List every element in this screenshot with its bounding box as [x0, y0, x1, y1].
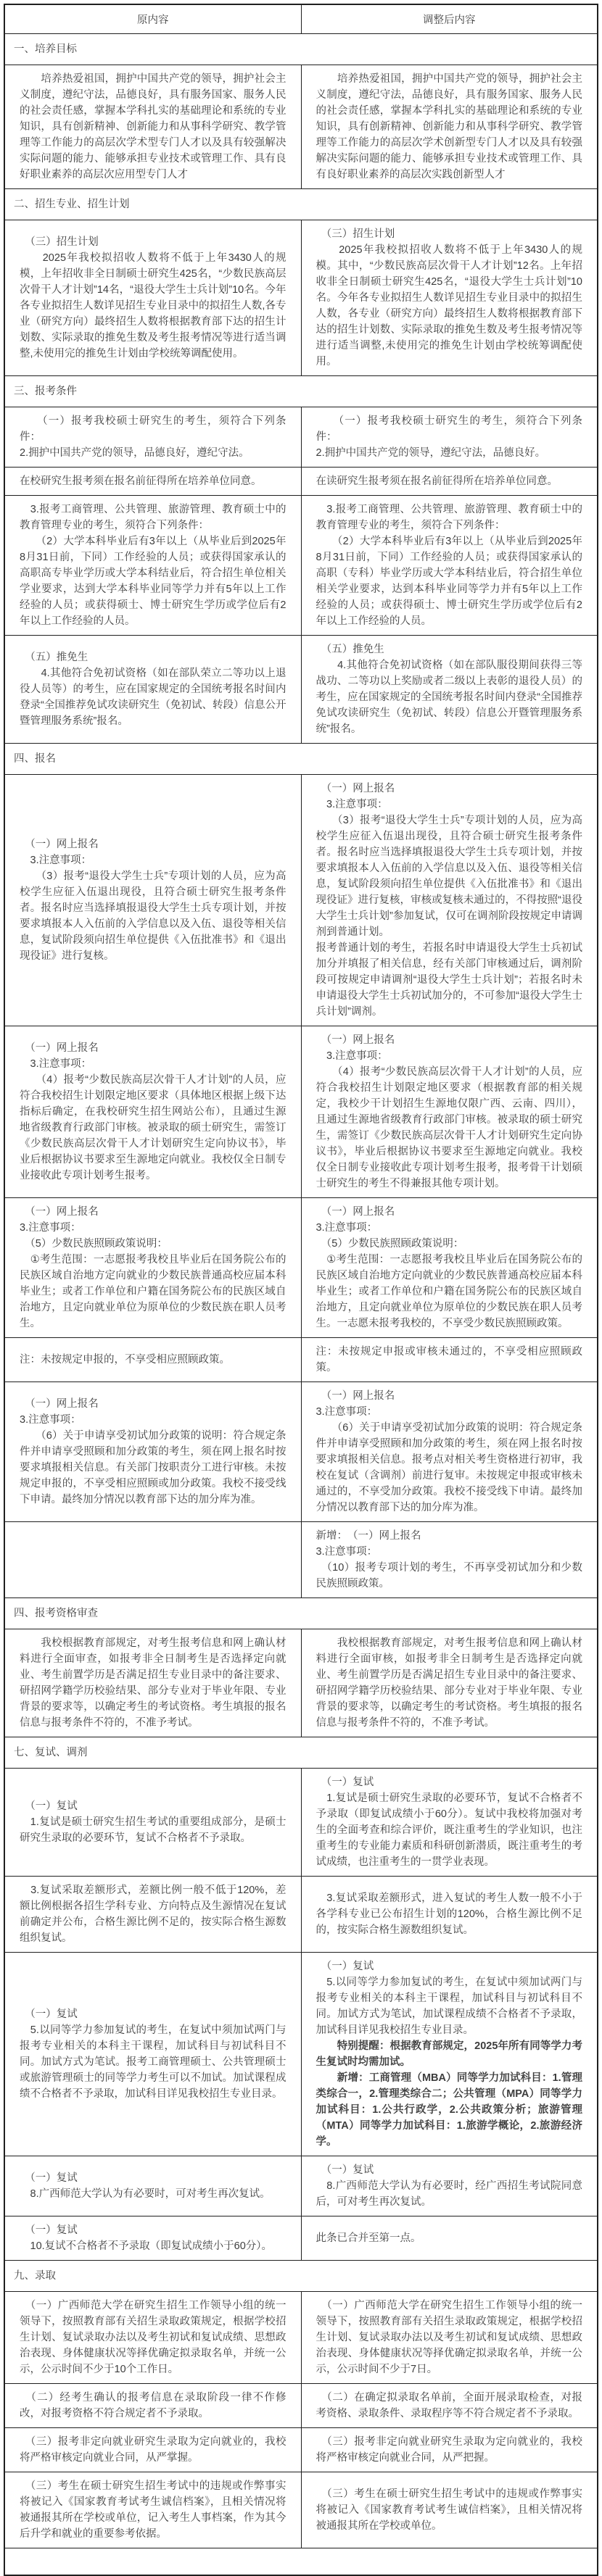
paragraph: 2025年我校拟招收人数将不低于上年3430人的规模，上年招收非全日制硕士研究生425名，“少数民族高层次骨干人才计划”14名，“退役大学生士兵计划”10名。今年各专业拟招生人数详见招生专业目录中的拟招生人数,各专业（研究方向）最终招生人数将根据教育部下达的招生计划数、实际录取的推免生数及考生报考情况等进行适当调整,未使用完的推免生计划由学校统筹调配使用。: [20, 252, 286, 360]
paragraph: （一）网上报名: [316, 783, 395, 794]
adjusted-cell: [301, 407, 598, 468]
paragraph: 新增： （一）网上报名: [316, 1530, 421, 1542]
paragraph: （6）关于申请享受初试加分政策的说明：符合规定条件并申请享受照顾和加分政策的考生，须在网上报名时按要求填报相关信息。有关部门按职责分工进行审核。未按规定申报的，不享受相应照顾或加分政策。我校不接受线下申请。最终加分情况以教育部下达的加分库为准。: [20, 1430, 286, 1505]
content-row: [4, 2428, 598, 2472]
paragraph: 2025年我校拟招收人数将不低于上年3430人的规模。其中，“少数民族高层次骨干人才计划”12名。上年招收非全日制硕士研究生425名，“退役大学生士兵计划”10名。今年各专业拟招生人数详见招生专业目录中的拟招生人数，各专业（研究方向）最终招生人数将根据教育部下达的招生计划数、实际录取的推免生数及考生报考情况等进行适当调整,未使用完的推免生计划由学校统筹调配使用。: [316, 244, 582, 367]
paragraph: （一）网上报名: [316, 1206, 395, 1218]
paragraph: 3.注意事项：: [316, 1222, 378, 1234]
content-row: [4, 2156, 598, 2216]
content-row: [4, 2384, 598, 2428]
paragraph: 2.拥护中国共产党的领导，遵纪守法，品德良好。: [316, 447, 546, 459]
original-cell: [4, 2472, 301, 2548]
paragraph: （一）复试: [316, 1961, 374, 1972]
section-row: [4, 2261, 598, 2292]
paragraph: （三）报考非定向就业研究生录取为定向就业的，我校将严格审核定向就业合同，从严掌握。: [20, 2436, 286, 2464]
adjusted-cell: [301, 2428, 598, 2472]
original-cell: [4, 1953, 301, 2156]
original-cell: [4, 1769, 301, 1877]
paragraph: （三）招生计划: [316, 228, 395, 240]
adjusted-cell: [301, 1382, 598, 1522]
section-row: [4, 189, 598, 220]
paragraph: 5.以同等学力参加复试的考生，在复试中须加试两门与报考专业相关的本科主干课程，加试科目与初试科目不同。加试方式为笔试。报考工商管理硕士、公共管理硕士或旅游管理硕士的同等学力考生可以不加试。加试课程成绩不合格者不予录取，加试科目详见我校招生专业目录。: [20, 2024, 286, 2100]
adjusted-cell: [301, 65, 598, 189]
original-cell: [4, 2384, 301, 2428]
paragraph: （一）广西师范大学在研究生招生工作领导小组的统一领导下，按照教育部有关招生录取政策规定，根据学校招生计划、复试录取办法以及考生初试和复试成绩、思想政治表现、身体健康状况等择优确定拟录取名单，并统一公示，公示时间不少于10个工作日。: [20, 2300, 286, 2375]
original-cell: [4, 1877, 301, 1953]
paragraph: （5）少数民族照顾政策说明：: [316, 1238, 464, 1250]
paragraph: 8.广西师范大学认为有必要时，可对考生再次复试。: [20, 2188, 271, 2200]
paragraph: ①考生范围：一志愿报考我校且毕业后在国务院公布的民族区域自治地方定向就业的少数民族普通高校应届本科毕业生；或者工作单位和户籍在国务院公布的民族区域自治地方，且定向就业单位为原单位的少数民族在职人员考生。一志愿未报考我校的，不享受少数民族照顾政策。: [316, 1254, 582, 1329]
paragraph: 4.其他符合免初试资格（如在部队荣立二等功以上退役人员等）的考生，应在国家规定的全国统考报名时间内登录“全国推荐免试攻读研究生（免初试、转段）信息公开暨管理服务系统”报名。: [20, 668, 286, 727]
paragraph: （二）经考生确认的报考信息在录取阶段一律不作修改，对报考资格不符合规定者不予录取。: [20, 2392, 286, 2419]
adjusted-cell: [301, 1629, 598, 1737]
original-cell: [4, 1198, 301, 1338]
original-cell: [4, 2216, 301, 2261]
paragraph: （4）报考“少数民族高层次骨干人才计划”的人员，应符合我校招生计划限定地区要求（根据教育部的相关规定，我校少干计划招生生源地仅限广西、云南、四川），且通过生源地省级教育行政部门审核。被录取的硕士研究生，需签订《少数民族高层次骨干人才计划研究生定向协议书》，毕业后根据协议书要求至生源地定向就业。我校仅全日制专业接收此专项计划考生报考，报考骨干计划硕士研究生的考生不得兼报其他专项计划。: [316, 1066, 582, 1189]
paragraph: （一）网上报名: [20, 1042, 99, 1054]
paragraph: （一）网上报名: [20, 839, 99, 850]
paragraph: 3.报考工商管理、公共管理、旅游管理、教育硕士中的教育管理专业的考生，须符合下列条件：: [20, 504, 286, 531]
paragraph: 我校根据教育部规定，对考生报考信息和网上确认材料进行全面审查，如报考非全日制考生是否选择定向就业、考生前置学历是否满足招生专业目录中的备注要求、研招网学籍学历校验结果、部分专业对于毕业年限、专业背景的要求等，以确定考生的考试资格。考生填报的报名信息与报考条件不符的，不准予考试。: [20, 1637, 286, 1729]
table-header: [4, 4, 598, 34]
header-adjusted: 调整后内容: [301, 4, 598, 34]
content-row: [4, 1877, 598, 1953]
section-cell: [4, 2548, 598, 2576]
paragraph: 3.注意事项：: [20, 1058, 92, 1070]
paragraph: 注：未按规定申报的，不享受相应照顾政策。: [20, 1354, 230, 1366]
paragraph: 注：未按规定申报或审核未通过的，不享受相应照顾政策。: [316, 1346, 582, 1374]
paragraph: 3.复试采取差额形式，差额比例一般不低于120%，差额比例根据各招生学科专业、方向特点及生源情况在复试前确定并公布，合格生源比例不足的，按实际合格生源数组织复试。: [20, 1885, 286, 1944]
paragraph: 3.注意事项：: [20, 1414, 81, 1426]
paragraph: 我校根据教育部规定，对考生报考信息和网上确认材料进行全面审核，如报考非全日制考生是否选择定向就业、考生前置学历是否满足招生专业目录中的备注要求、研招网学籍学历校验结果、部分专业对于毕业年限、专业背景的要求等，以确定考生的考试资格。考生填报的报名信息与报考条件不符的，不准予考试。: [316, 1637, 582, 1729]
original-cell: [4, 2156, 301, 2216]
original-cell: [4, 220, 301, 376]
paragraph: （5）少数民族照顾政策说明：: [20, 1238, 168, 1250]
paragraph: 2.拥护中国共产党的领导，品德良好，遵纪守法。: [20, 447, 250, 459]
header-row: [4, 4, 598, 34]
original-cell: [4, 496, 301, 636]
original-cell: [4, 1522, 301, 1598]
adjusted-cell: [301, 220, 598, 376]
content-row: [4, 1338, 598, 1382]
paragraph: （4）报考“少数民族高层次骨干人才计划”的人员，应符合我校招生计划限定地区要求（具体地区根据上级下达指标后确定，在我校研究生招生网站公布），且通过生源地省级教育行政部门审核。被录取的硕士研究生，需签订《少数民族高层次骨干人才计划研究生定向协议书》，毕业后根据协议书要求至生源地定向就业。我校仅全日制专业接收此专项计划考生报考。: [20, 1074, 286, 1181]
paragraph: （三）报考非定向就业研究生录取为定向就业的，我校将严格审核定向就业合同，从严把握。: [316, 2436, 582, 2464]
adjusted-cell: [301, 2156, 598, 2216]
section-row: [4, 34, 598, 65]
original-cell: [4, 775, 301, 1026]
adjusted-cell: [301, 1198, 598, 1338]
paragraph: （3）报考“退役大学生士兵”专项计划的人员，应为高校学生应征入伍退出现役，且符合硕士研究生报考条件者。报名时应当选择填报退役大学生士兵专项计划，并按要求填报本人入伍前的入学信息以及入伍、退役等相关信息，复试阶段须向招生单位提供《入伍批准书》和《退出现役证》进行复核，审核或复核未通过的，不得按照“退役大学生士兵计划”参加复试，仅可在调剂阶段按规定申请调剂到普通计划。: [316, 815, 582, 938]
paragraph: （2）大学本科毕业后有3年以上（从毕业后到2025年8月31日前，下同）工作经验的人员；或获得国家承认的高职（专科）毕业学历或大学本科结业后，符合招生单位相关学业要求，达到本科毕业同等学力并有5年以上工作经验的人员；或获得硕士、博士研究生学历或学位后有2年以上工作经验的人员。: [316, 536, 582, 627]
comparison-table: [4, 4, 598, 2576]
content-row: [4, 1953, 598, 2156]
content-row: [4, 1382, 598, 1522]
paragraph: （一）复试: [20, 1800, 78, 1812]
original-cell: [4, 1338, 301, 1382]
paragraph: （10）报考专项计划的考生，不再享受初试加分和少数民族照顾政策。: [316, 1562, 582, 1590]
paragraph: 8.广西师范大学认为有必要时，经广西招生考试院同意后，可对考生再次复试。: [316, 2180, 582, 2208]
paragraph: （一）网上报名: [316, 1390, 395, 1402]
original-cell: [4, 407, 301, 468]
content-row: [4, 1769, 598, 1877]
original-cell: [4, 65, 301, 189]
paragraph: （一）复试: [20, 2008, 78, 2020]
adjusted-cell: [301, 1338, 598, 1382]
paragraph: 3.注意事项：: [20, 1222, 81, 1234]
adjusted-cell: [301, 636, 598, 744]
paragraph: 4.其他符合免初试资格（如在部队服役期间获得三等战功、二等功以上奖励或者二级以上表彰的退役人员）的考生，应在国家规定的全国统考报名时间内登录“全国推荐免试攻读研究生（免初试、转段）信息公开暨管理服务系统”报名。: [316, 660, 582, 735]
paragraph: 3.注意事项：: [316, 1050, 388, 1062]
content-row: [4, 2292, 598, 2384]
section-cell: 二、招生专业、招生计划: [4, 189, 598, 220]
content-row: [4, 2472, 598, 2548]
paragraph: 3.注意事项：: [316, 1406, 378, 1418]
paragraph: 培养热爱祖国，拥护中国共产党的领导，拥护社会主义制度，遵纪守法，品德良好，具有服务国家、服务人民的社会责任感，掌握本学科扎实的基础理论和系统的专业知识，具有创新精神、创新能力和从事科学研究、教学管理等工作能力的高层次学术创新型专门人才以及具有较强解决实际问题的能力、能够承担专业技术或管理工作、具有良好职业素养的高层次实践创新型人才: [316, 73, 582, 180]
original-cell: [4, 1382, 301, 1522]
table-body: [4, 34, 598, 2576]
content-row: [4, 407, 598, 468]
paragraph: 特别提醒：根据教育部规定，2025年所有同等学力考生复试时均需加试。: [316, 2040, 582, 2068]
paragraph: 1.复试是硕士研究生招生考试的重要组成部分，是硕士研究生录取的必要环节，复试不合格者不予录取。: [20, 1816, 286, 1844]
section-cell: 一、培养目标: [4, 34, 598, 65]
adjusted-cell: [301, 468, 598, 496]
original-cell: [4, 1026, 301, 1198]
section-row: [4, 1737, 598, 1769]
adjusted-cell: [301, 1769, 598, 1877]
paragraph: （一）复试: [316, 2164, 374, 2176]
section-cell: 七、复试、调剂: [4, 1737, 598, 1769]
paragraph: 5.以同等学力参加复试的考生，在复试中须加试两门与报考专业相关的本科主干课程，加试科目与初试科目不同。加试方式为笔试，加试课程成绩不合格者不予录取，加试科目详见我校招生专业目录。: [316, 1977, 582, 2036]
adjusted-cell: [301, 496, 598, 636]
paragraph: ①考生范围：一志愿报考我校且毕业后在国务院公布的民族区域自治地方定向就业的少数民族普通高校应届本科毕业生；或者工作单位和户籍在国务院公布的民族区域自治地方，且定向就业单位为原单位的少数民族在职人员考生。: [20, 1254, 286, 1329]
content-row: [4, 65, 598, 189]
content-row: [4, 1522, 598, 1598]
original-cell: [4, 2428, 301, 2472]
section-cell: 四、报名: [4, 744, 598, 775]
content-row: [4, 2216, 598, 2261]
section-row: [4, 376, 598, 407]
paragraph: 报考普通计划的考生，若报名时申请退役大学生士兵初试加分并填报了相关信息，经有关部门审核通过后，调剂阶段可按规定申请调剂“退役大学生士兵计划”；若报名时未申请退役大学生士兵初试加分的，不可参加“退役大学生士兵计划”调剂。: [316, 942, 582, 1018]
content-row: [4, 220, 598, 376]
adjusted-cell: [301, 2384, 598, 2428]
paragraph: 此条已合并至第一点。: [316, 2232, 421, 2244]
paragraph: （一）复试: [20, 2172, 78, 2184]
content-row: [4, 636, 598, 744]
paragraph: 3.注意事项：: [20, 855, 92, 866]
paragraph: （一）网上报名: [316, 1034, 395, 1046]
content-row: [4, 496, 598, 636]
paragraph: （三）考生在硕士研究生招生考试中的违规或作弊事实将被记入《国家教育考试考生诚信档案》，且相关情况将被通报其所在学校或单位，记入考生人事档案，作为其今后升学和就业的重要参考依据。: [20, 2480, 286, 2540]
header-original: 原内容: [4, 4, 301, 34]
original-cell: [4, 636, 301, 744]
adjusted-cell: [301, 775, 598, 1026]
section-cell: 九、录取: [4, 2261, 598, 2292]
content-row: [4, 1198, 598, 1338]
paragraph: （五）推免生: [316, 644, 384, 655]
content-row: [4, 1629, 598, 1737]
original-cell: [4, 1629, 301, 1737]
paragraph: （一）复试: [316, 1777, 374, 1788]
paragraph: （五）推免生: [20, 652, 88, 663]
paragraph: （3）报考“退役大学生士兵”专项计划的人员，应为高校学生应征入伍退出现役，且符合硕士研究生报考条件者。报名时应当选择填报退役大学生士兵专项计划，并按要求填报本人入伍前的入学信息以及入伍、退役等相关信息，复试阶段须向招生单位提供《入伍批准书》和《退出现役证》进行复核。: [20, 871, 286, 962]
section-row: [4, 1598, 598, 1629]
adjusted-cell: [301, 2216, 598, 2261]
paragraph: 3.复试采取差额形式，进入复试的考生人数一般不小于各学科专业已公布招生计划的120%，合格生源比例不足的，按实际合格生源数组织复试。: [316, 1892, 582, 1936]
section-cell: 三、报考条件: [4, 376, 598, 407]
paragraph: （三）考生在硕士研究生招生考试中的违规或作弊事实将被记入《国家教育考试考生诚信档案》，且相关情况将被通报其所在学校或单位。: [316, 2488, 582, 2532]
content-row: [4, 1026, 598, 1198]
paragraph: 3.注意事项：: [316, 799, 388, 810]
paragraph: 10.复试不合格者不予录取（即复试成绩小于60分）。: [20, 2240, 273, 2252]
adjusted-cell: [301, 1953, 598, 2156]
paragraph: （一）网上报名: [20, 1398, 99, 1410]
paragraph: （一）网上报名: [20, 1206, 99, 1218]
paragraph: （6）关于申请享受初试加分政策的说明：符合规定条件并申请享受照顾和加分政策的考生，须在网上报名时按要求填报相关信息。报考点对相关考生资格进行初审，我校在复试（含调剂）前进行复审。未按规定申报或审核未通过的，不享受加分政策。我校不接受线下申请。最终加分情况以教育部下达的加分库为准。: [316, 1422, 582, 1513]
adjusted-cell: [301, 1877, 598, 1953]
content-row: [4, 775, 598, 1026]
paragraph: （一）复试: [20, 2224, 78, 2236]
paragraph: （一）广西师范大学在研究生招生工作领导小组的统一领导下，按照教育部有关招生录取政策规定，根据学校招生计划、复试录取办法以及考生初试和复试成绩、思想政治表现、身体健康状况等择优确定拟录取名单，并统一公示，公示时间不少于7日。: [316, 2300, 582, 2375]
adjusted-cell: [301, 2472, 598, 2548]
paragraph: （一）报考我校硕士研究生的考生，须符合下列条件：: [20, 415, 286, 443]
paragraph: （二）在确定拟录取名单前，全面开展录取检查，对报考资格、录取条件、录取程序等不符合规定者不予录取。: [316, 2392, 582, 2419]
paragraph: 3.报考工商管理、公共管理、旅游管理、教育硕士中的教育管理专业的考生，须符合下列条件：: [316, 504, 582, 531]
adjusted-cell: [301, 2292, 598, 2384]
section-row: [4, 744, 598, 775]
adjusted-cell: [301, 1522, 598, 1598]
paragraph: 新增：工商管理（MBA）同等学力加试科目：1.管理类综合一，2.管理类综合二；公共管理（MPA）同等学力加试科目：1.公共行政学，2.公共政策分析；旅游管理（MTA）同等学力加试科目：1.旅游学概论，2.旅游经济学。: [316, 2072, 582, 2148]
paragraph: 1.复试是硕士研究生录取的必要环节，复试不合格者不予录取（即复试成绩小于60分）。复试中我校将加强对考生的全面考查和综合评价，既注重考生的学业知识，也注重考生的专业能力素质和科研创新潜质，既注重考生的考试成绩，也注重考生的一贯学业表现。: [316, 1792, 582, 1868]
paragraph: 3.注意事项：: [316, 1546, 378, 1558]
paragraph: 在校研究生报考须在报名前征得所在培养单位同意。: [20, 475, 262, 487]
adjusted-cell: [301, 1026, 598, 1198]
paragraph: 在读研究生报考须在报名前征得所在培养单位同意。: [316, 475, 558, 487]
content-row: [4, 468, 598, 496]
paragraph: （2）大学本科毕业后有3年以上（从毕业后到2025年8月31日前，下同）工作经验的人员；或获得国家承认的高职高专毕业学历或大学本科结业后，符合招生单位相关学业要求，达到大学本科毕业同等学力并有5年以上工作经验的人员；或获得硕士、博士研究生学历或学位后有2年以上工作经验的人员。: [20, 536, 286, 627]
original-cell: [4, 468, 301, 496]
paragraph: （一）报考我校硕士研究生的考生，须符合下列条件：: [316, 415, 582, 443]
paragraph: 培养热爱祖国，拥护中国共产党的领导，拥护社会主义制度，遵纪守法，品德良好，具有服务国家、服务人民的社会责任感，掌握本学科扎实的基础理论和系统的专业知识，具有创新精神、创新能力和从事科学研究、教学管理等工作能力的高层次学术型专门人才以及具有较强解决实际问题的能力、能够承担专业技术或管理工作、具有良好职业素养的高层次应用型专门人才: [20, 73, 286, 180]
section-cell: 四、报考资格审查: [4, 1598, 598, 1629]
section-row: [4, 2548, 598, 2576]
paragraph: （三）招生计划: [20, 236, 99, 248]
original-cell: [4, 2292, 301, 2384]
